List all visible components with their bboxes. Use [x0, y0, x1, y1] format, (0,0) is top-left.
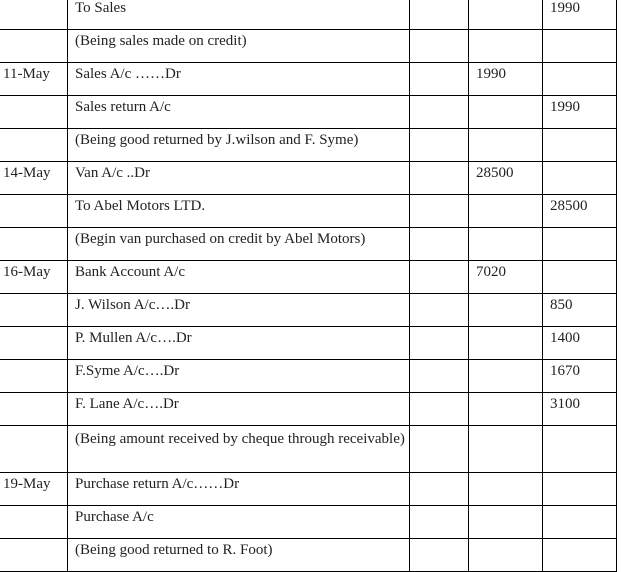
particulars-cell: (Being good returned to R. Foot): [68, 539, 410, 572]
debit-cell: [469, 30, 543, 63]
ledger-folio-cell: [410, 294, 469, 327]
table-row: [0, 0, 617, 30]
ledger-folio-cell: [410, 539, 469, 572]
date-cell: [0, 360, 68, 393]
debit-cell: [469, 360, 543, 393]
debit-cell: [469, 393, 543, 426]
table-row: [0, 195, 617, 228]
date-cell: 14-May: [0, 162, 68, 195]
date-cell: [0, 327, 68, 360]
debit-cell: [469, 327, 543, 360]
particulars-cell: (Being sales made on credit): [68, 30, 410, 63]
date-cell: [0, 129, 68, 162]
credit-cell: [543, 426, 617, 473]
credit-cell: [543, 473, 617, 506]
debit-cell: 7020: [469, 261, 543, 294]
debit-cell: [469, 426, 543, 473]
ledger-folio-cell: [410, 96, 469, 129]
table-row: [0, 327, 617, 360]
date-cell: [0, 426, 68, 473]
particulars-cell: (Being good returned by J.wilson and F. Syme): [68, 129, 410, 162]
particulars-cell: F. Lane A/c….Dr: [68, 393, 410, 426]
date-cell: [0, 0, 68, 30]
table-row: [0, 506, 617, 539]
ledger-folio-cell: [410, 30, 469, 63]
particulars-cell: (Begin van purchased on credit by Abel Motors): [68, 228, 410, 261]
credit-cell: [543, 506, 617, 539]
ledger-folio-cell: [410, 261, 469, 294]
particulars-cell: P. Mullen A/c….Dr: [68, 327, 410, 360]
date-cell: 19-May: [0, 473, 68, 506]
credit-cell: [543, 63, 617, 96]
credit-cell: [543, 539, 617, 572]
debit-cell: [469, 473, 543, 506]
particulars-cell: Sales A/c ……Dr: [68, 63, 410, 96]
credit-cell: 1990: [543, 96, 617, 129]
credit-cell: [543, 162, 617, 195]
particulars-cell: Purchase return A/c……Dr: [68, 473, 410, 506]
particulars-cell: Sales return A/c: [68, 96, 410, 129]
ledger-folio-cell: [410, 162, 469, 195]
ledger-folio-cell: [410, 426, 469, 473]
debit-cell: 1990: [469, 63, 543, 96]
table-row: [0, 473, 617, 506]
date-cell: [0, 228, 68, 261]
date-cell: [0, 30, 68, 63]
credit-cell: 1990: [543, 0, 617, 30]
table-row: [0, 228, 617, 261]
date-cell: [0, 506, 68, 539]
debit-cell: [469, 96, 543, 129]
particulars-cell: F.Syme A/c….Dr: [68, 360, 410, 393]
ledger-folio-cell: [410, 506, 469, 539]
debit-cell: [469, 195, 543, 228]
debit-cell: [469, 294, 543, 327]
credit-cell: [543, 30, 617, 63]
date-cell: [0, 294, 68, 327]
date-cell: [0, 393, 68, 426]
particulars-cell: To Sales: [68, 0, 410, 30]
particulars-cell: (Being amount received by cheque through receivable): [68, 426, 410, 473]
date-cell: [0, 96, 68, 129]
date-cell: [0, 195, 68, 228]
particulars-cell: J. Wilson A/c….Dr: [68, 294, 410, 327]
particulars-cell: Bank Account A/c: [68, 261, 410, 294]
ledger-folio-cell: [410, 393, 469, 426]
date-cell: 16-May: [0, 261, 68, 294]
ledger-folio-cell: [410, 228, 469, 261]
ledger-folio-cell: [410, 63, 469, 96]
table-row: [0, 426, 617, 473]
table-row: [0, 261, 617, 294]
ledger-folio-cell: [410, 0, 469, 30]
table-row: [0, 539, 617, 572]
credit-cell: 28500: [543, 195, 617, 228]
table-row: [0, 360, 617, 393]
debit-cell: [469, 228, 543, 261]
table-row: [0, 129, 617, 162]
ledger-folio-cell: [410, 129, 469, 162]
debit-cell: [469, 506, 543, 539]
date-cell: [0, 539, 68, 572]
particulars-cell: To Abel Motors LTD.: [68, 195, 410, 228]
table-row: [0, 393, 617, 426]
ledger-folio-cell: [410, 327, 469, 360]
table-row: [0, 162, 617, 195]
credit-cell: 1400: [543, 327, 617, 360]
ledger-folio-cell: [410, 473, 469, 506]
debit-cell: [469, 129, 543, 162]
date-cell: 11-May: [0, 63, 68, 96]
table-row: [0, 294, 617, 327]
credit-cell: [543, 261, 617, 294]
credit-cell: 850: [543, 294, 617, 327]
credit-cell: 1670: [543, 360, 617, 393]
table-row: [0, 96, 617, 129]
debit-cell: 28500: [469, 162, 543, 195]
particulars-cell: Van A/c ..Dr: [68, 162, 410, 195]
table-row: [0, 63, 617, 96]
ledger-folio-cell: [410, 360, 469, 393]
particulars-cell: Purchase A/c: [68, 506, 410, 539]
credit-cell: [543, 228, 617, 261]
debit-cell: [469, 539, 543, 572]
table-row: [0, 30, 617, 63]
credit-cell: [543, 129, 617, 162]
ledger-folio-cell: [410, 195, 469, 228]
debit-cell: [469, 0, 543, 30]
credit-cell: 3100: [543, 393, 617, 426]
